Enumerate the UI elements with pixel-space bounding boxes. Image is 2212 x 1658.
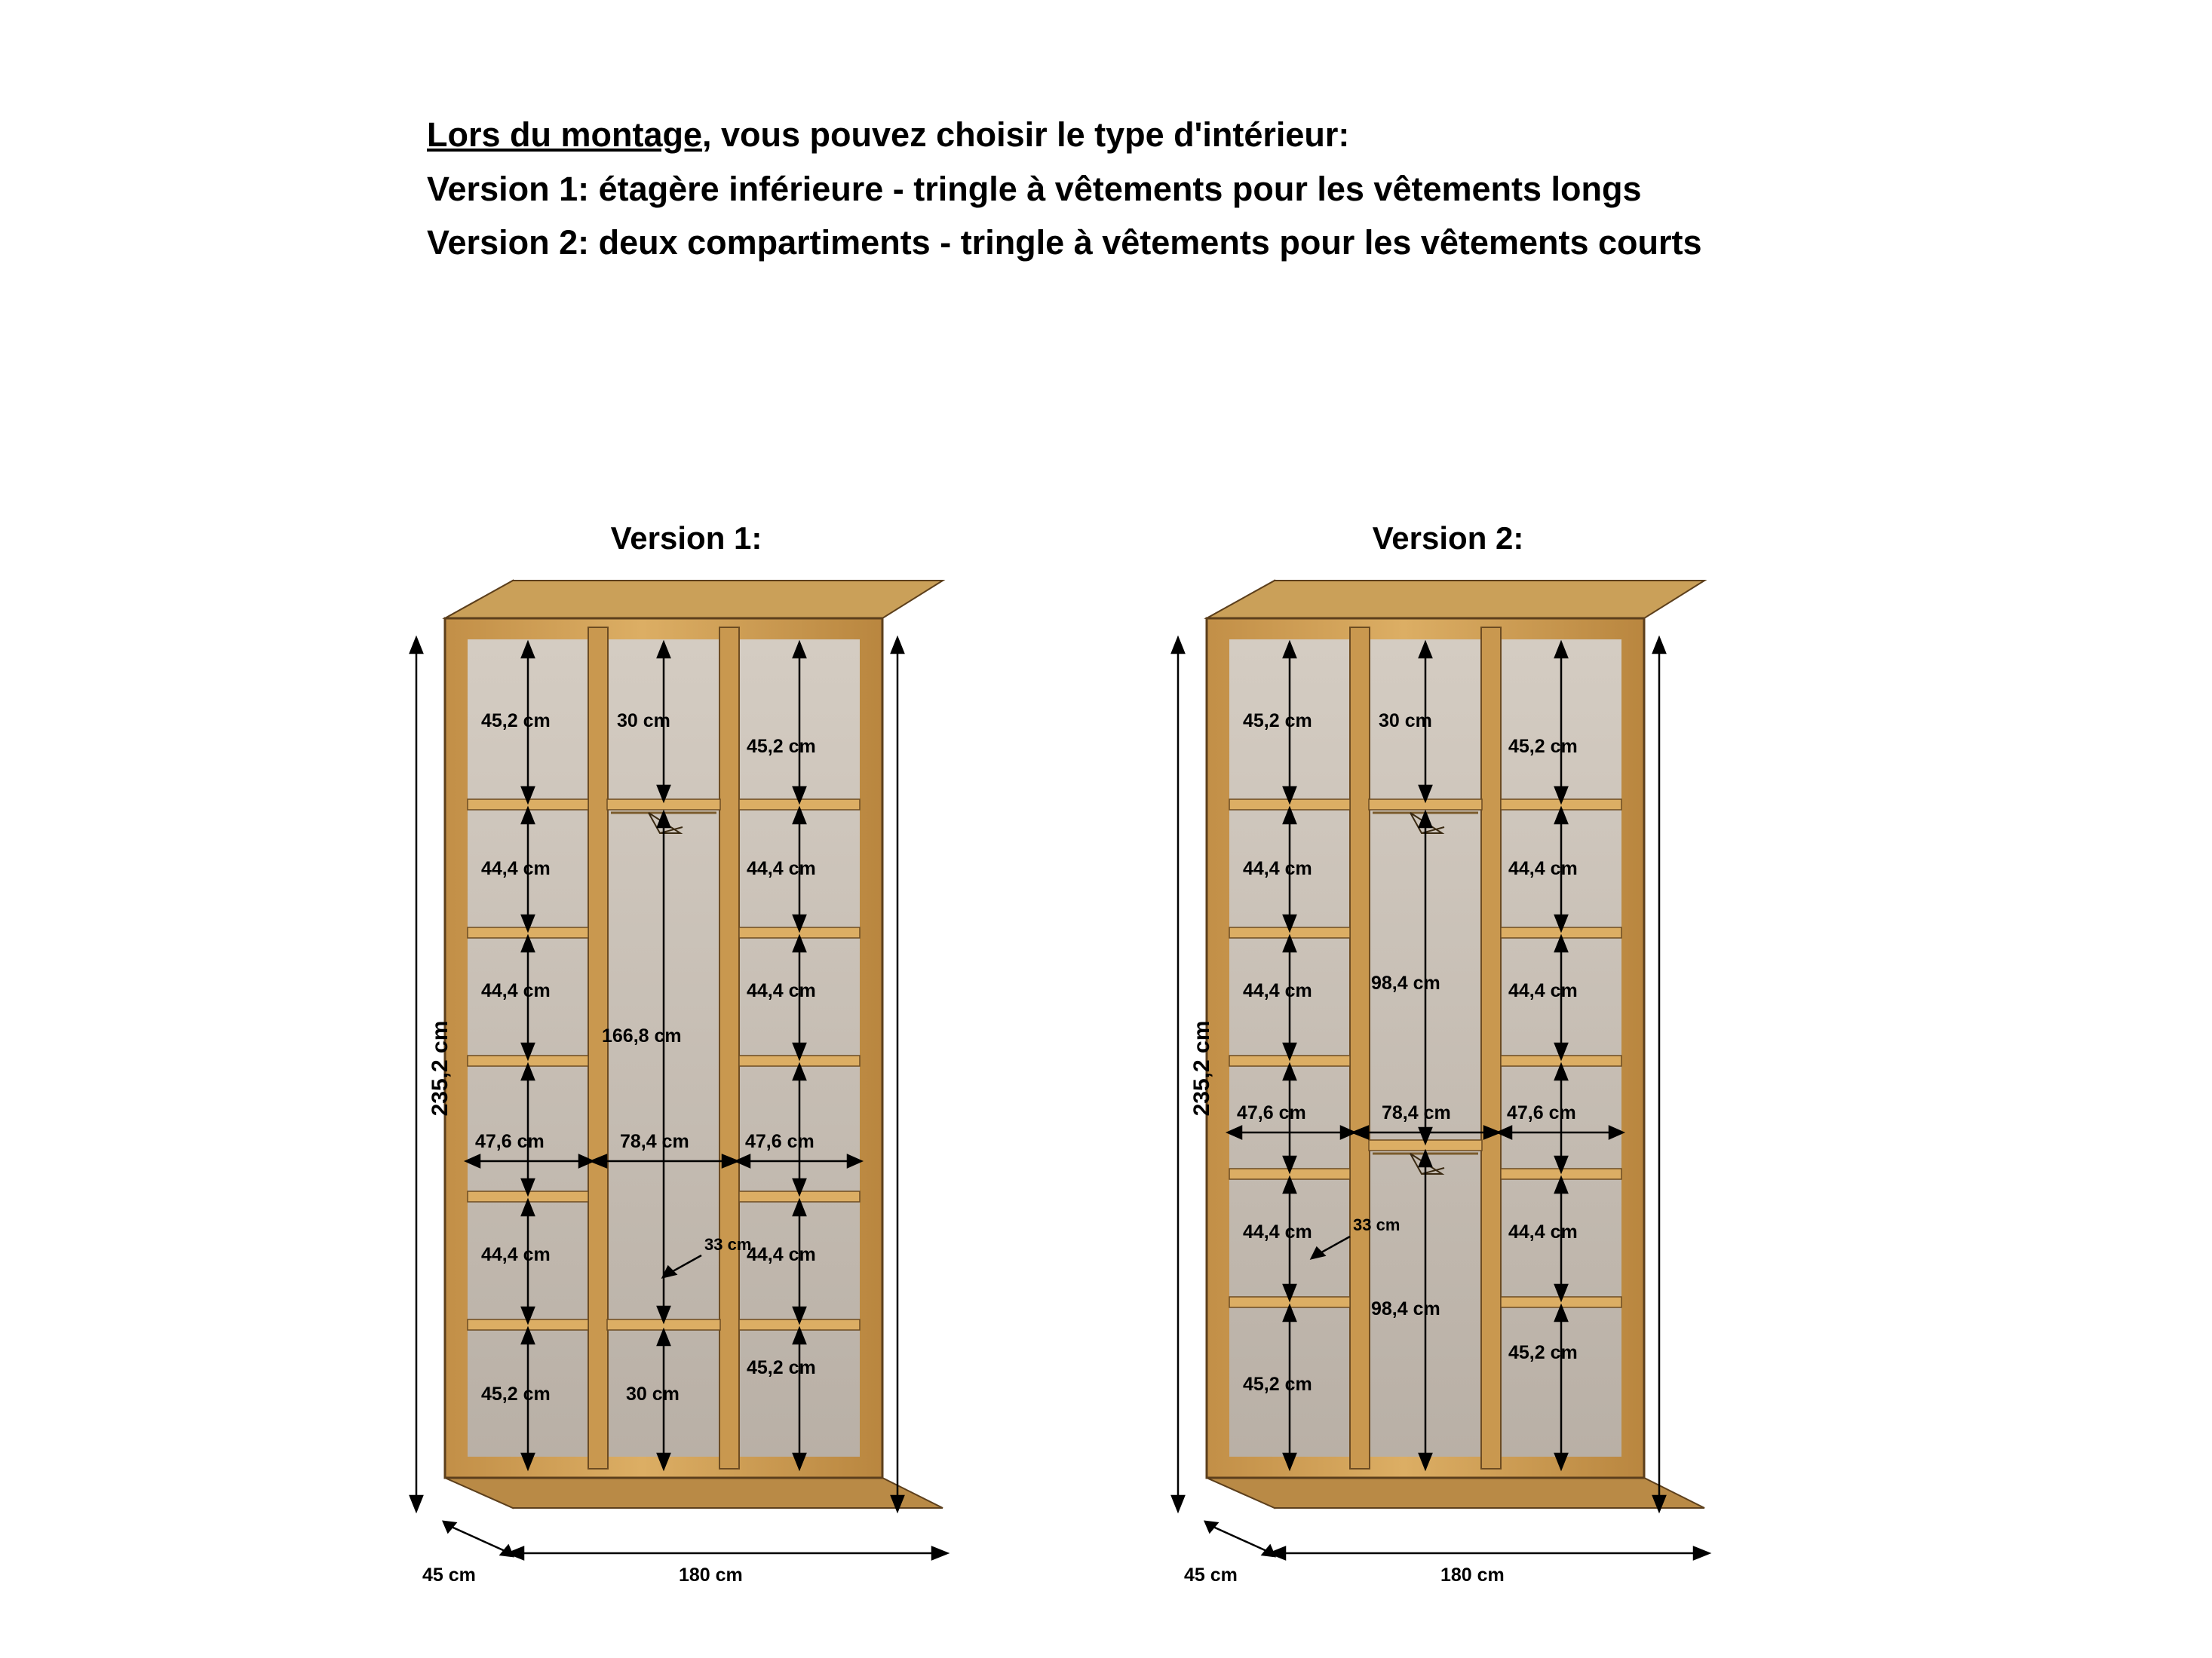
mid-col-dim-bottom-v1: 30 cm xyxy=(626,1384,680,1405)
mid-col-dim-33-v2: 33 cm xyxy=(1353,1215,1401,1234)
intro-line-3: Version 2: deux compartiments - tringle à vêtements pour les vêtements courts xyxy=(427,223,1702,262)
left-col-dim-6-v2: 45,2 cm xyxy=(1243,1374,1312,1395)
left-col-dim-2-v1: 44,4 cm xyxy=(481,858,551,879)
mid-col-dim-upper-v2: 98,4 cm xyxy=(1371,973,1440,994)
left-col-dim-3-v1: 44,4 cm xyxy=(481,980,551,1001)
right-col-dim-6-v1: 45,2 cm xyxy=(747,1357,816,1378)
mid-col-dim-lower-v2: 98,4 cm xyxy=(1371,1298,1440,1319)
right-col-dim-4-v1: 47,6 cm xyxy=(745,1131,815,1152)
right-col-dim-1-v1: 45,2 cm xyxy=(747,736,816,757)
width-label-v1: 180 cm xyxy=(679,1565,743,1586)
right-col-dim-3-v2: 44,4 cm xyxy=(1508,980,1578,1001)
right-col-dim-4-v2: 47,6 cm xyxy=(1507,1102,1576,1123)
mid-col-dim-width-v2: 78,4 cm xyxy=(1382,1102,1451,1123)
version-2-caption: Version 2: xyxy=(1372,520,1524,556)
right-col-dim-2-v1: 44,4 cm xyxy=(747,858,816,879)
version-1-caption: Version 1: xyxy=(610,520,762,556)
right-col-dim-1-v2: 45,2 cm xyxy=(1508,736,1578,757)
left-col-dim-5-v2: 44,4 cm xyxy=(1243,1221,1312,1243)
overall-height-label-v2: 235,2 cm xyxy=(1189,1020,1214,1117)
mid-col-dim-top-v1: 30 cm xyxy=(617,710,670,731)
wardrobe-diagram-version-2 xyxy=(1161,573,1885,1586)
intro-text-block xyxy=(427,113,1822,275)
depth-label-v1: 45 cm xyxy=(422,1565,476,1586)
right-col-dim-3-v1: 44,4 cm xyxy=(747,980,816,1001)
width-label-v2: 180 cm xyxy=(1440,1565,1505,1586)
wardrobe-diagram-version-1 xyxy=(400,573,1124,1586)
right-col-dim-6-v2: 45,2 cm xyxy=(1508,1342,1578,1363)
overall-height-label-v1: 235,2 cm xyxy=(428,1020,453,1117)
left-col-dim-4-v1: 47,6 cm xyxy=(475,1131,545,1152)
left-col-dim-1-v1: 45,2 cm xyxy=(481,710,551,731)
intro-line-2: Version 1: étagère inférieure - tringle à vêtements pour les vêtements longs xyxy=(427,169,1642,208)
intro-line-1 xyxy=(427,113,1822,157)
mid-col-dim-tall-v1: 166,8 cm xyxy=(602,1025,682,1047)
right-col-dim-2-v2: 44,4 cm xyxy=(1508,858,1578,879)
mid-col-dim-top-v2: 30 cm xyxy=(1379,710,1432,731)
left-col-dim-4-v2: 47,6 cm xyxy=(1237,1102,1306,1123)
right-col-dim-5-v2: 44,4 cm xyxy=(1508,1221,1578,1243)
intro-line-1-rest: , vous pouvez choisir le type d'intérieur: xyxy=(702,115,1350,154)
left-col-dim-5-v1: 44,4 cm xyxy=(481,1244,551,1265)
right-col-dim-5-v1: 44,4 cm xyxy=(747,1244,816,1265)
left-col-dim-1-v2: 45,2 cm xyxy=(1243,710,1312,731)
mid-col-dim-33-v1: 33 cm xyxy=(704,1235,752,1254)
left-col-dim-2-v2: 44,4 cm xyxy=(1243,858,1312,879)
depth-label-v2: 45 cm xyxy=(1184,1565,1238,1586)
intro-line-1-bold: Lors du montage xyxy=(427,115,703,154)
left-col-dim-6-v1: 45,2 cm xyxy=(481,1384,551,1405)
left-col-dim-3-v2: 44,4 cm xyxy=(1243,980,1312,1001)
mid-col-dim-width-v1: 78,4 cm xyxy=(620,1131,689,1152)
